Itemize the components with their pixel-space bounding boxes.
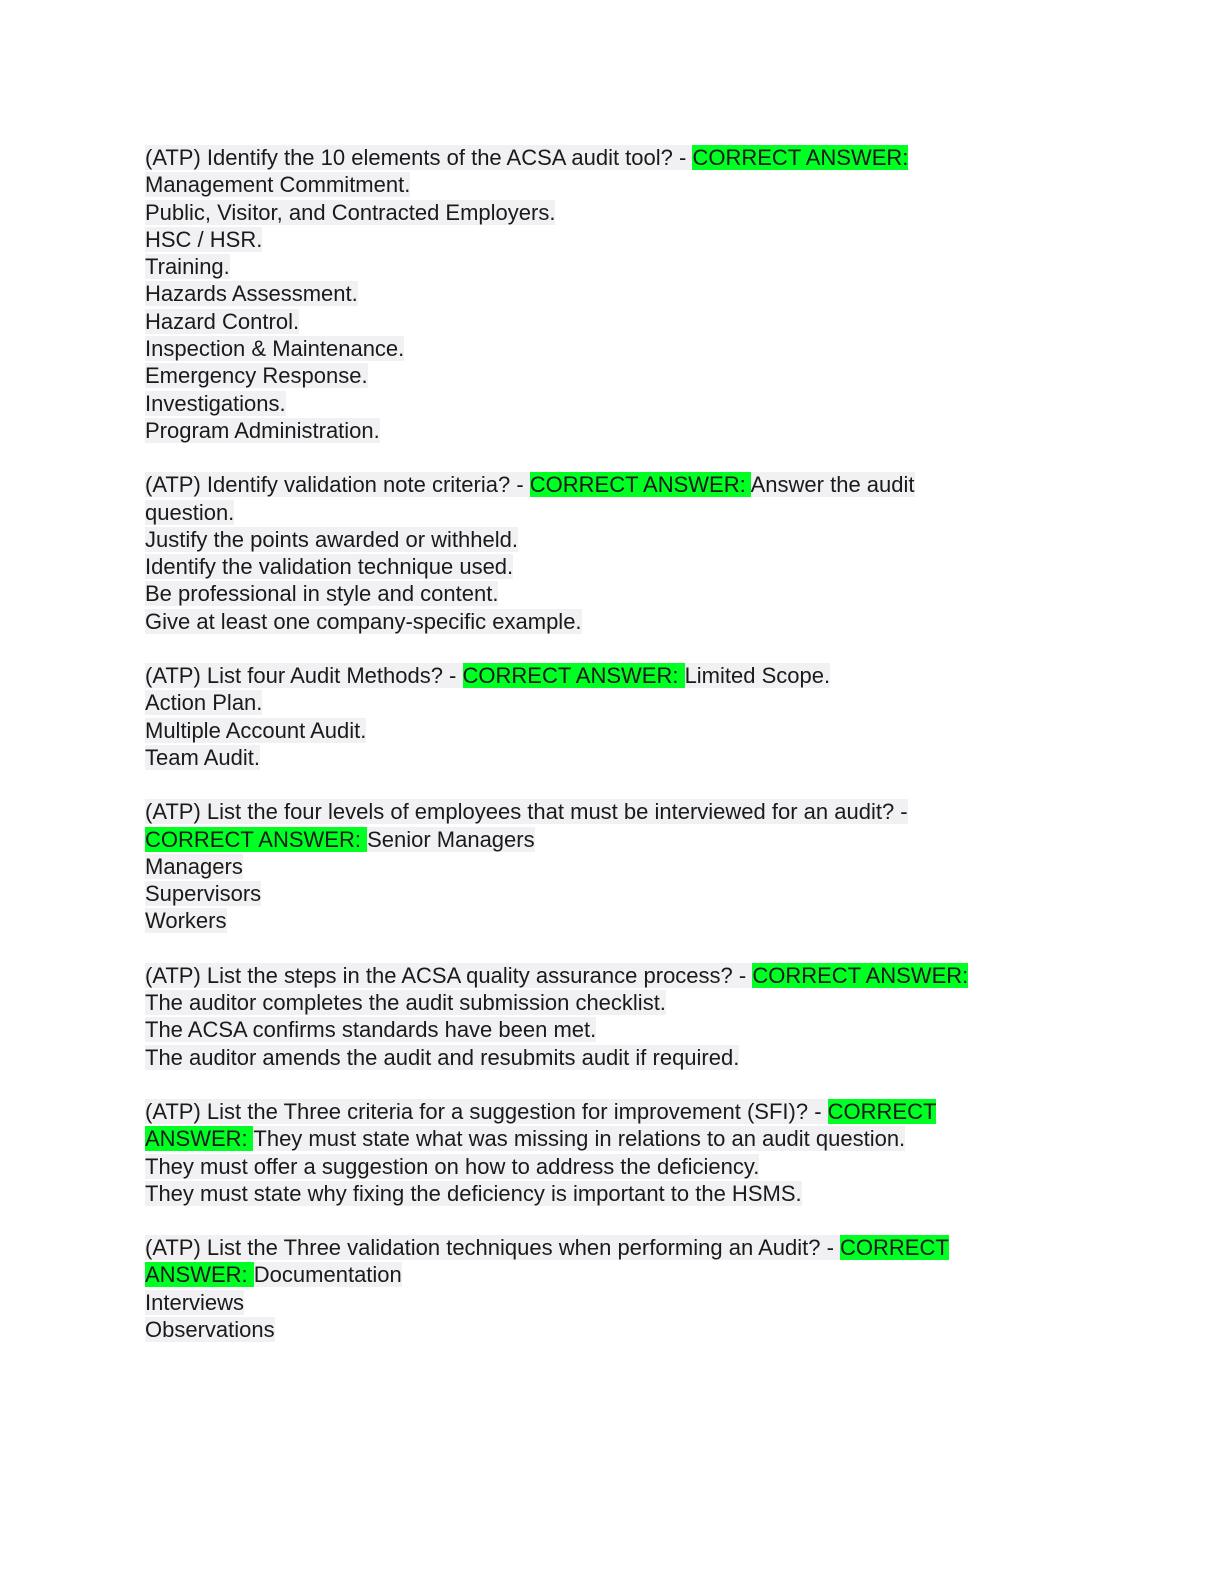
question-line bbox=[145, 662, 1065, 689]
question-text: (ATP) List the Three criteria for a suggestion for improvement (SFI)? - bbox=[145, 1098, 828, 1124]
answer-line: Hazard Control. bbox=[145, 308, 300, 334]
answer-label-part1: CORRECT bbox=[840, 1235, 949, 1261]
document-page bbox=[145, 144, 1065, 1370]
answer-line: They must offer a suggestion on how to address the deficiency. bbox=[145, 1153, 760, 1179]
answer-line: Training. bbox=[145, 254, 230, 280]
qa-item bbox=[145, 798, 1065, 934]
answer-line: Managers bbox=[145, 853, 243, 879]
answer-line: The auditor completes the audit submission checklist. bbox=[145, 990, 666, 1016]
question-text: (ATP) List the steps in the ACSA quality assurance process? - bbox=[145, 962, 753, 988]
question-line bbox=[145, 1098, 1065, 1125]
qa-item bbox=[145, 1098, 1065, 1207]
answer-line: The auditor amends the audit and resubmits audit if required. bbox=[145, 1044, 740, 1070]
answer-line: Inspection & Maintenance. bbox=[145, 336, 405, 362]
question-text: (ATP) List four Audit Methods? - bbox=[145, 663, 463, 689]
answer-label-line bbox=[145, 1261, 1065, 1288]
qa-item bbox=[145, 1234, 1065, 1343]
answer-line: Program Administration. bbox=[145, 417, 380, 443]
first-answer: Limited Scope. bbox=[684, 663, 831, 689]
first-answer: Senior Managers bbox=[367, 826, 535, 852]
answer-label: CORRECT ANSWER: bbox=[692, 145, 909, 170]
question-text: (ATP) Identify the 10 elements of the ACSA audit tool? - bbox=[145, 145, 693, 170]
answer-label-part1: CORRECT bbox=[827, 1098, 937, 1124]
question-text: (ATP) List the Three validation techniques when performing an Audit? - bbox=[145, 1235, 841, 1261]
answer-line: Justify the points awarded or withheld. bbox=[145, 526, 518, 552]
answer-label-part2: ANSWER: bbox=[145, 1262, 254, 1288]
answer-line: Supervisors bbox=[145, 881, 262, 907]
answer-line: Emergency Response. bbox=[145, 363, 368, 389]
qa-item bbox=[145, 471, 1065, 635]
answer-line: Observations bbox=[145, 1316, 275, 1342]
answer-label-part2: ANSWER: bbox=[145, 1126, 254, 1152]
answer-line: Action Plan. bbox=[145, 690, 263, 716]
answer-line: Investigations. bbox=[145, 390, 286, 416]
answer-line: Workers bbox=[145, 908, 227, 934]
answer-line: Be professional in style and content. bbox=[145, 581, 499, 607]
answer-line: Hazards Assessment. bbox=[145, 281, 358, 307]
qa-item bbox=[145, 962, 1065, 1071]
answer-line: The ACSA confirms standards have been met. bbox=[145, 1017, 597, 1043]
first-answer: They must state what was missing in relations to an audit question. bbox=[253, 1126, 906, 1152]
answer-line: question. bbox=[145, 499, 235, 525]
first-answer: Answer the audit bbox=[750, 472, 915, 498]
answer-line: Multiple Account Audit. bbox=[145, 717, 367, 743]
answer-line: HSC / HSR. bbox=[145, 226, 263, 252]
question-line bbox=[145, 1234, 1065, 1261]
answer-label-line bbox=[145, 1125, 1065, 1152]
question-text: (ATP) List the four levels of employees that must be interviewed for an audit? - bbox=[145, 799, 908, 825]
question-text: (ATP) Identify validation note criteria? - bbox=[145, 472, 530, 498]
answer-line: They must state why fixing the deficiency is important to the HSMS. bbox=[145, 1180, 802, 1206]
question-line bbox=[145, 798, 1065, 825]
answer-label: CORRECT ANSWER: bbox=[529, 472, 751, 498]
answer-label: CORRECT ANSWER: bbox=[752, 962, 969, 988]
first-answer: Documentation bbox=[253, 1262, 402, 1288]
answer-line: Management Commitment. bbox=[145, 172, 411, 198]
answer-label-line bbox=[145, 826, 1065, 853]
answer-line: Team Audit. bbox=[145, 744, 260, 770]
answer-line: Give at least one company-specific example. bbox=[145, 608, 582, 634]
answer-line: Interviews bbox=[145, 1289, 245, 1315]
answer-line: Identify the validation technique used. bbox=[145, 554, 514, 580]
question-line bbox=[145, 962, 1065, 989]
answer-label: CORRECT ANSWER: bbox=[145, 826, 368, 852]
answer-line: Public, Visitor, and Contracted Employers. bbox=[145, 199, 556, 225]
question-line bbox=[145, 471, 1065, 498]
question-line bbox=[145, 144, 1065, 171]
answer-label: CORRECT ANSWER: bbox=[462, 663, 685, 689]
qa-item bbox=[145, 662, 1065, 771]
qa-item bbox=[145, 144, 1065, 444]
